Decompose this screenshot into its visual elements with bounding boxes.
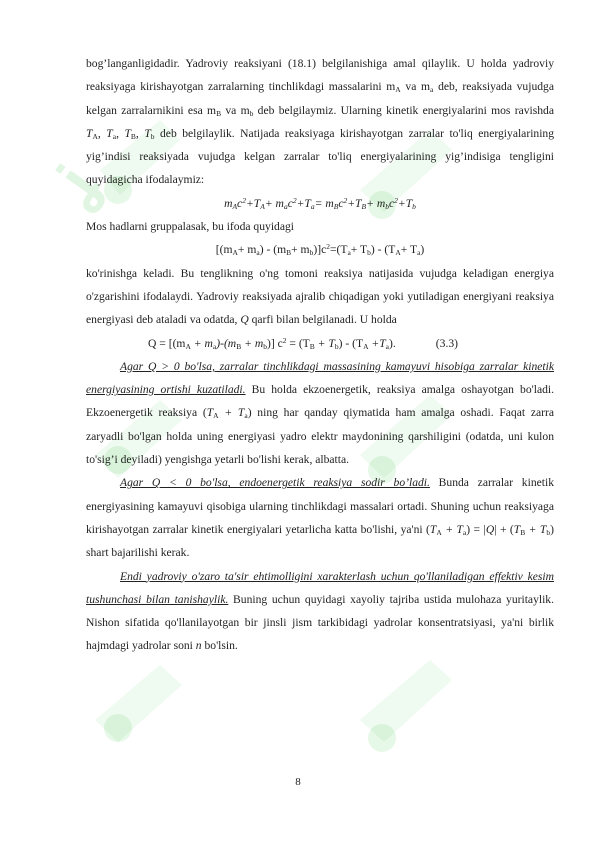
eq-part: + m [291, 243, 310, 257]
subscript: a [112, 131, 117, 141]
eq-part: [(m [215, 243, 233, 257]
eq-part: +T [347, 196, 362, 210]
underlined-statement: Agar Q > 0 bo'lsa, zarralar tinchlikdagi massasining kamayuvi hisobiga zarralar kinetik energiyasining ortishi kuzatiladi. [86, 359, 554, 397]
subscript: B [216, 108, 222, 118]
eq-part: +T [368, 336, 386, 350]
eq-part: )]c [313, 243, 327, 257]
symbol: Q [240, 313, 249, 327]
superscript: 2 [292, 195, 297, 205]
subscript: b [334, 341, 339, 351]
symbol: T [539, 522, 547, 536]
subscript: a [283, 201, 288, 211]
eq-part: = m [314, 196, 334, 210]
subscript: b [309, 248, 314, 258]
paragraph-reaction-energy [86, 262, 554, 332]
eq-part: +T [245, 196, 261, 210]
subscript: b [249, 108, 254, 118]
text-run: ) shart bajarilishi kerak. [86, 522, 554, 560]
text-run: qarfi bilan belgilanadi. U holda [248, 313, 397, 327]
equation-grouped [86, 238, 554, 261]
subscript: B [520, 527, 526, 537]
subscript: A [363, 341, 369, 351]
symbol: + [525, 522, 540, 536]
eq-part: Q = [(m [148, 336, 186, 350]
text-run: va m [400, 80, 431, 94]
eq-part: c [237, 196, 243, 210]
symbol: Q [485, 522, 495, 536]
eq-part: )] c [266, 336, 283, 350]
paragraph-exoenergetic [86, 355, 554, 471]
eq-part: + T [400, 243, 418, 257]
subscript: a [256, 248, 260, 258]
paragraph-cross-section [86, 565, 554, 658]
symbol: T [144, 126, 151, 140]
symbol: T [513, 522, 521, 536]
eq-part: ). [389, 336, 396, 350]
subscript: A [260, 201, 265, 211]
subscript: B [236, 341, 242, 351]
text-run: ) ning har qanday qiymatida ham amalga oshadi. Faqat zarra zaryadli bo'lgan holda uning energiyasi yadro elektr maydonining qarshiligini (odatda, uni kulon to'sig’i deyiladi) yengishga yetarli bo'lishi kerak, albatta. [86, 406, 554, 467]
superscript: 2 [394, 195, 398, 205]
subscript: B [130, 131, 136, 141]
subscript: a [385, 341, 390, 351]
subscript: b [412, 201, 416, 211]
text-run: bog’langanligidadir. Yadroviy reaksiyani (18.1) belgilanishiga amal qilaylik. U holda yadroviy reaksiyaga kirishayotgan zarralarning tinchlikdagi massalarini m [86, 57, 554, 94]
eq-part: c [287, 196, 293, 210]
eq-part: ) [420, 243, 425, 257]
equation-energy-balance [86, 192, 554, 215]
equation-number: (3.3) [435, 336, 458, 350]
text-run: | + ( [494, 522, 514, 536]
subscript: B [333, 201, 339, 211]
eq-part: + m [190, 336, 213, 350]
text-run: bo'lsin. [201, 639, 238, 653]
symbol: T [124, 126, 131, 140]
text-run: , [116, 126, 125, 140]
subscript: b [150, 131, 155, 141]
superscript: 2 [326, 242, 330, 252]
superscript: 2 [343, 195, 348, 205]
watermark-dot [104, 714, 132, 742]
eq-part: ) - (T [370, 243, 396, 257]
symbol: T [456, 522, 463, 536]
symbol: T [86, 126, 93, 140]
eq-part: + T [350, 243, 368, 257]
subscript: A [436, 527, 442, 537]
subscript: A [395, 248, 401, 258]
subscript: B [361, 201, 367, 211]
eq-part: m [224, 196, 233, 210]
subscript: A [185, 341, 191, 351]
equation-3-3 [86, 332, 554, 355]
symbol: T [206, 406, 214, 420]
subscript: b [385, 201, 389, 211]
watermark-dot [368, 724, 396, 752]
subscript: a [430, 85, 434, 95]
eq-part: ) - (T [338, 336, 364, 350]
subscript: a [244, 411, 248, 421]
text-run: , [135, 126, 145, 140]
subscript: b [263, 341, 267, 351]
subscript: a [417, 248, 421, 258]
superscript: 2 [242, 195, 246, 205]
subscript: a [212, 341, 217, 351]
symbol: + [441, 522, 457, 536]
watermark-stroke [360, 660, 452, 742]
text-run: Bunda zarralar kinetik energiyasining kamayuvi qisobiga ularning tinchlikdagi massalari ortadi. Shuning uchun reaksiyaga kirishayotgan zarralar kinetik energiyalari yetarlicha katta bo'lishi, ya'ni ( [86, 476, 554, 536]
text-run: ko'rinishga keladi. Bu tenglikning o'ng tomoni reaksiya natijasida vujudga keladigan energiya o'zgarishini ifodalaydi. Yadroviy reaksiyada ajralib chiqadigan yoki yutiladigan energiyani reaksiya energiyasi deb ataladi va odatda, [86, 266, 554, 327]
text-run: va m [221, 103, 250, 117]
underlined-statement: Agar Q < 0 bo'lsa, endoenergetik reaksiya sodir bo’ladi. [120, 476, 430, 490]
eq-part: c [338, 196, 344, 210]
watermark-stroke [95, 665, 182, 742]
symbol: + T [218, 406, 245, 420]
superscript: 2 [282, 335, 287, 345]
paragraph-endoenergetic [86, 471, 554, 564]
text-run: deb belgilaylik. Natijada reaksiyaga kirishayotgan zarralar to'liq energiyalarining yig’indisi reaksiyada vujudga kelgan zarralar to'liq energiyalarining yig’indisiga tengligini quyidagicha ifodalaymiz: [86, 126, 555, 187]
eq-part: )-(m [216, 336, 237, 350]
symbol: T [106, 126, 113, 140]
underlined-statement: Endi yadroviy o'zaro ta'sir ehtimolligini xarakterlash uchun qo'llaniladigan effektiv kesim tushunchasi bilan tanishaylik. [86, 569, 554, 606]
symbol: n [195, 639, 202, 653]
text-run: Buning uchun quyidagi xayoliy tajriba ustida mulohaza yuritaylik. Nishon sifatida qo'llanilayotgan bir jinsli jism tarkibidagi yadrolar konsentratsiyasi, ya'ni birlik hajmdagi yadrolar soni [86, 592, 554, 653]
document-body [86, 52, 554, 658]
subscript: A [92, 131, 98, 141]
text-run: deb, reaksiyada vujudga kelgan zarralarnikini esa m [86, 80, 554, 117]
subscript: a [462, 527, 467, 537]
eq-part: c [388, 196, 395, 210]
subscript: b [367, 248, 371, 258]
eq-part: + m [241, 336, 264, 350]
text-run: deb belgilaymiz. Ularning kinetik energiyalarini mos ravishda [253, 103, 555, 117]
subscript: b [546, 527, 551, 537]
symbol: T [429, 522, 437, 536]
eq-part: + T [314, 336, 335, 350]
subscript: A [232, 201, 238, 211]
text-run: , [97, 126, 107, 140]
page-number: 8 [295, 776, 301, 788]
subscript: A [213, 411, 219, 421]
subscript: B [286, 248, 292, 258]
eq-part: + m [366, 196, 386, 210]
text-run: Bu holda ekzoenergetik, reaksiya amalga oshayotgan bo'ladi. Ekzoenergetik reaksiya ( [86, 383, 555, 420]
subscript: A [395, 85, 401, 95]
subscript: A [232, 248, 238, 258]
eq-part: =(T [329, 243, 348, 257]
text-run: ) = | [466, 522, 486, 536]
eq-part: +T [397, 196, 413, 210]
eq-part: = (T [286, 336, 310, 350]
subscript: a [347, 248, 351, 258]
paragraph-intro [86, 52, 554, 192]
eq-part: + m [264, 196, 284, 210]
eq-part: +T [296, 196, 311, 210]
eq-part: + m [237, 243, 257, 257]
subscript: B [309, 341, 315, 351]
subscript: a [310, 201, 315, 211]
watermark-glyph: ʝ [36, 152, 113, 219]
paragraph-grouping: Mos hadlarni gruppalasak, bu ifoda quyidagi [86, 220, 294, 234]
eq-part: ) - (m [259, 243, 287, 257]
